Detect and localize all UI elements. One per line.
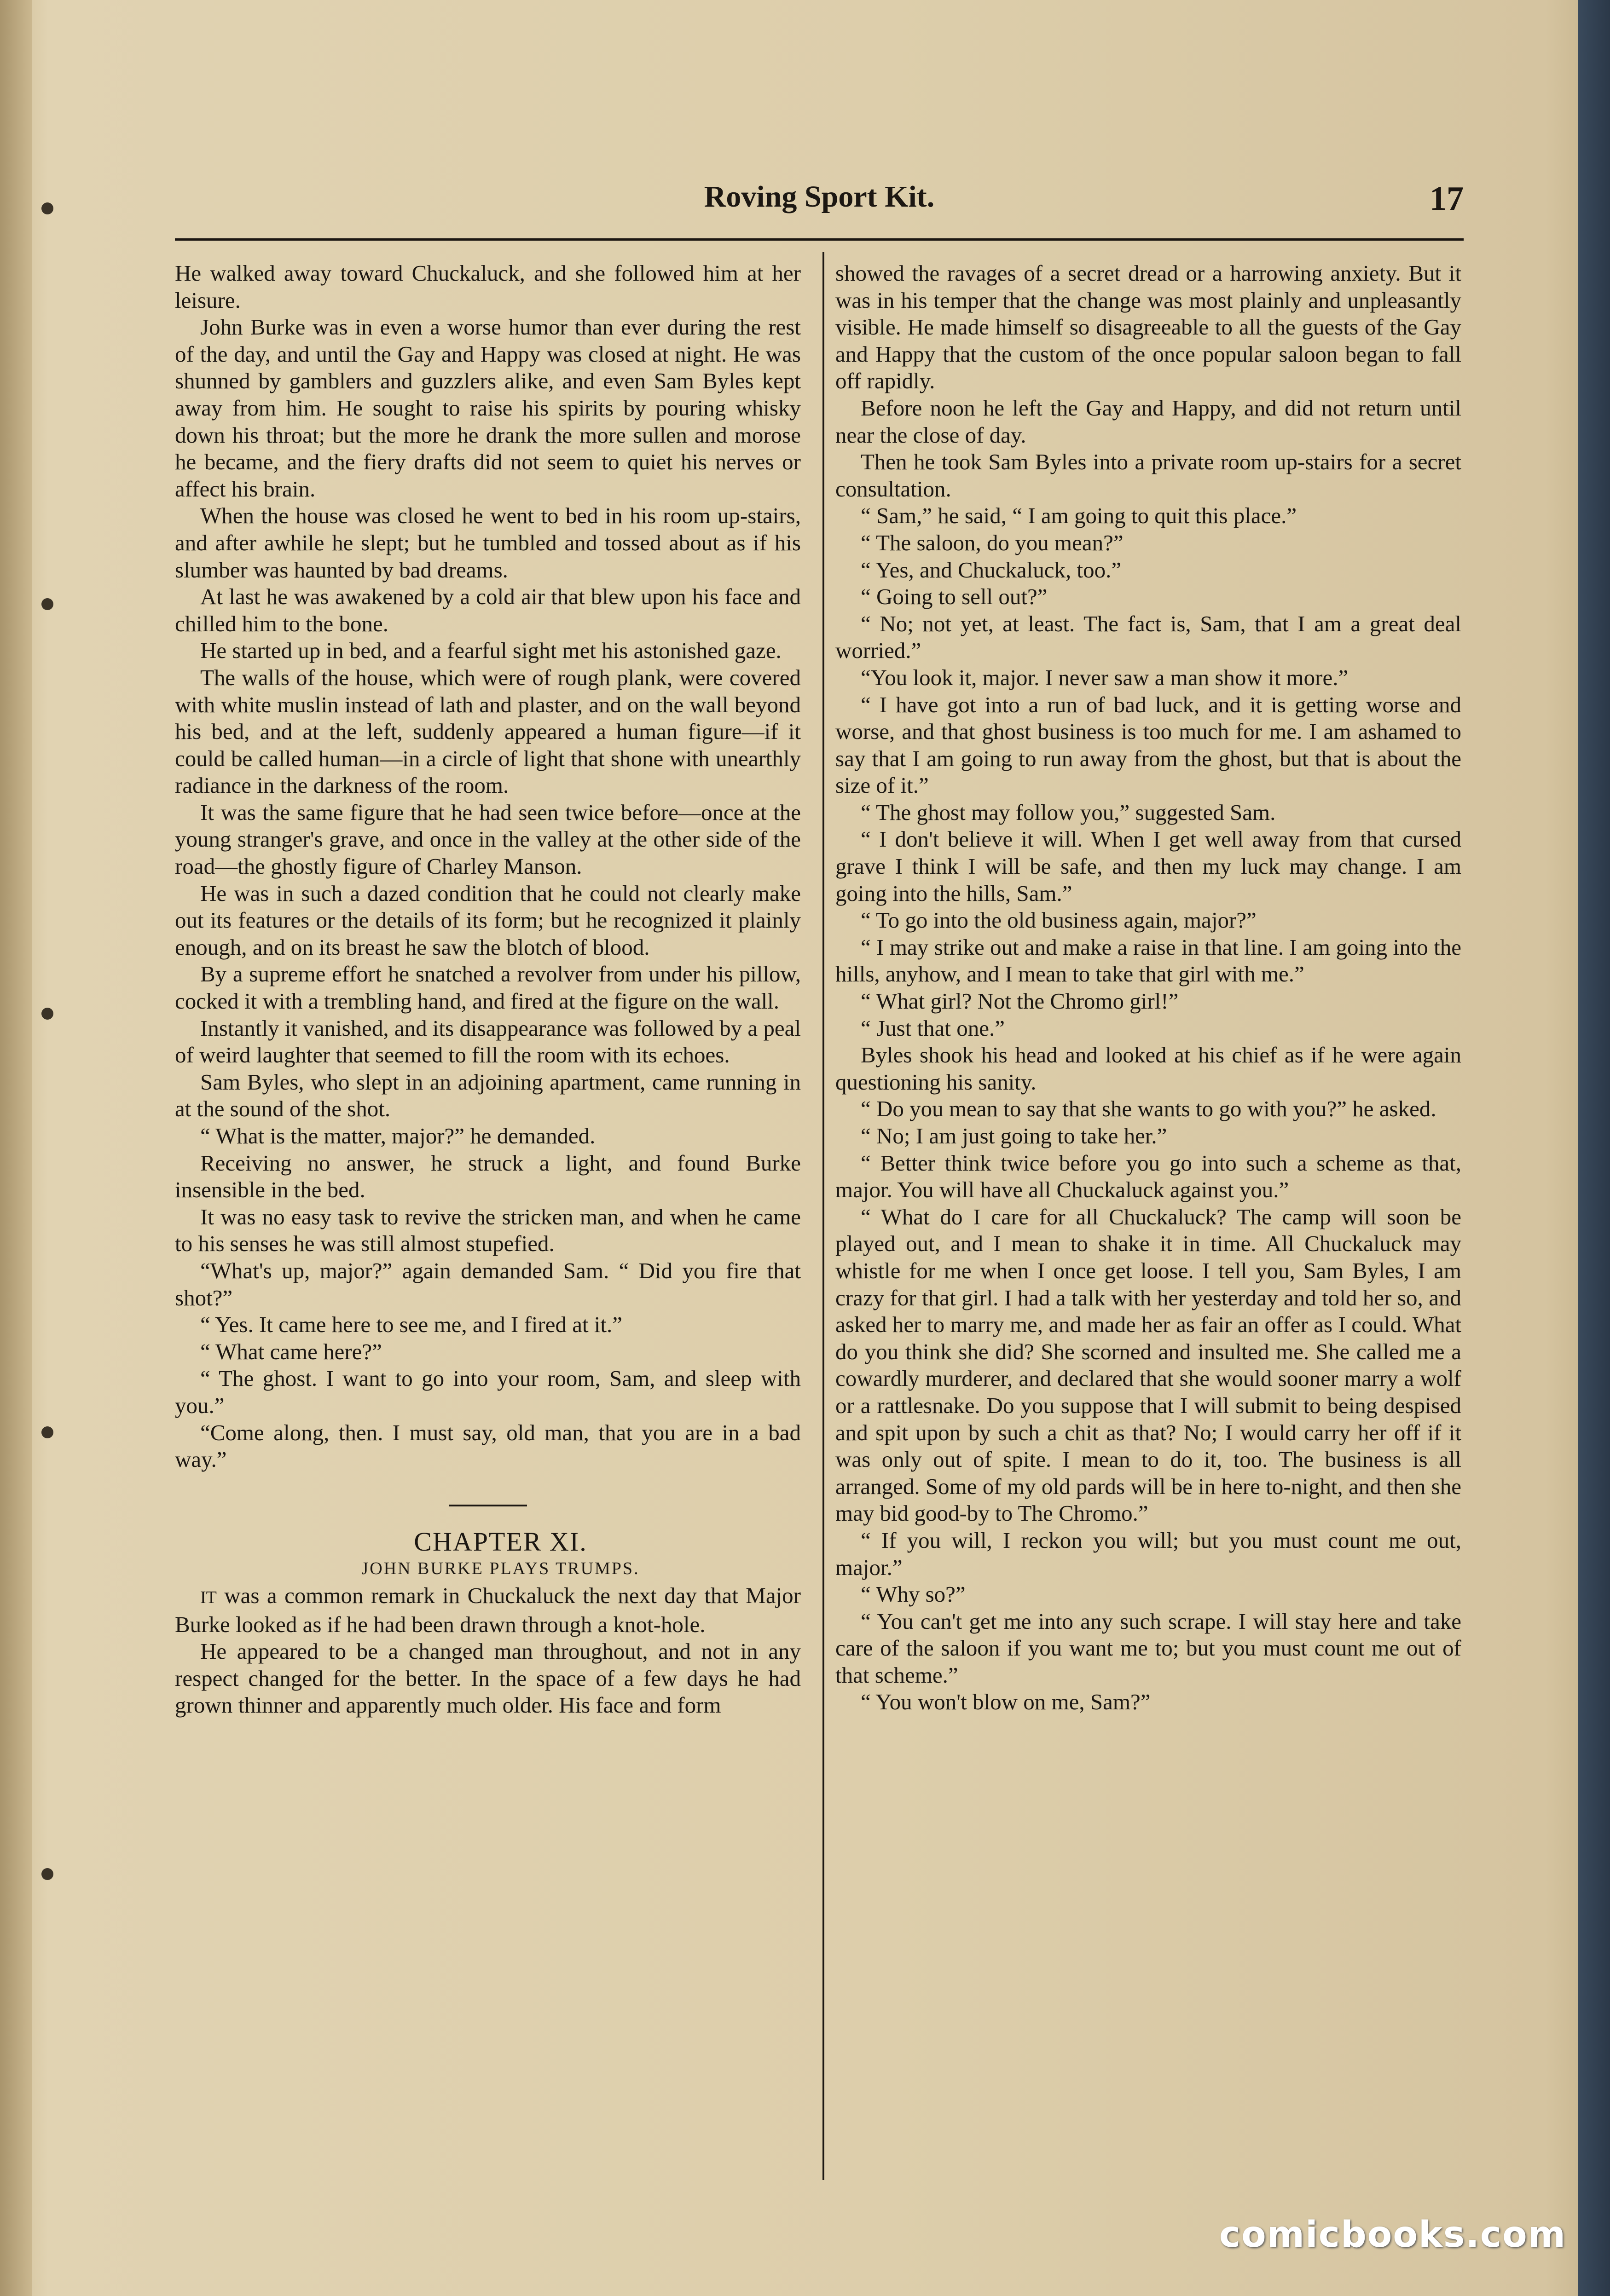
paragraph: “ Sam,” he said, “ I am going to quit this place.” <box>861 503 1297 529</box>
binding-hole <box>41 598 53 610</box>
paragraph: “What's up, major?” again demanded Sam. “ Did you fire that shot?” <box>175 1258 801 1310</box>
page-number: 17 <box>1430 180 1464 218</box>
paragraph: “ What came here?” <box>200 1338 382 1364</box>
paragraph: “ Just that one.” <box>861 1015 1005 1041</box>
lead-word: IT <box>200 1587 217 1607</box>
binding-spine <box>0 0 32 2296</box>
binding-hole <box>41 1868 53 1880</box>
paragraph: It was no easy task to revive the stricken man, and when he came to his senses he was still almost stupefied. <box>175 1204 801 1257</box>
paragraph-text: He appeared to be a changed man throughout, and not in any respect changed for the better. In the space of a few days he had grown thinner and apparently much older. His face and form <box>175 1638 801 1718</box>
paragraph: “ If you will, I reckon you will; but you must count me out, major.” <box>835 1527 1461 1580</box>
running-title: Roving Sport Kit. <box>704 180 935 213</box>
paragraph: At last he was awakened by a cold air that blew upon his face and chilled him to the bone. <box>175 584 801 636</box>
paragraph: “ The saloon, do you mean?” <box>861 530 1124 555</box>
paragraph: “ You can't get me into any such scrape. I will stay here and take care of the saloon if you want me to; but you must count me out of that scheme.” <box>835 1608 1461 1688</box>
paragraph: “ What do I care for all Chuckaluck? The camp will soon be played out, and I mean to shake it in time. All Chuckaluck may whistle for me when I once get loose. I tell you, Sam Byles, I am crazy for that girl. I had a talk with her yesterday and told her so, and asked her to marry me, and made her as fair an offer as I could. What do you think she did? She scorned and insulted me. She called me a cowardly murderer, and declared that she would sooner marry a wolf or a rattlesnake. Do you suppose that I will submit to being despised and spit upon by such a chit as that? No; I would carry her off if it was only out of spite. I mean to do it, too. The business is all arranged. Some of my old pards will be in here to-night, and then she may bid good-by to The Chromo.” <box>835 1204 1461 1526</box>
paragraph: Then he took Sam Byles into a private room up-stairs for a secret consultation. <box>835 449 1461 502</box>
right-column <box>835 260 1461 1716</box>
paragraph: “ The ghost may follow you,” suggested Sam. <box>861 799 1276 825</box>
paragraph: “You look it, major. I never saw a man show it more.” <box>861 664 1349 690</box>
paragraph: “ Yes, and Chuckaluck, too.” <box>861 557 1122 583</box>
chapter-title: CHAPTER XI. <box>414 1526 587 1557</box>
running-header <box>175 179 1464 235</box>
header-rule <box>175 238 1464 241</box>
left-paragraphs <box>175 260 801 1473</box>
paragraph: “ The ghost. I want to go into your room, Sam, and sleep with you.” <box>175 1366 801 1418</box>
watermark: comicbooks.com <box>1219 2214 1566 2256</box>
paragraph: The walls of the house, which were of rough plank, were covered with white muslin instead of lath and plaster, and on the wall beyond his bed, and at the left, suddenly appeared a human figure—if it could be called human—in a circle of light that shone with unearthly radiance in the darkness of the room. <box>175 664 801 798</box>
binding-hole <box>41 1426 53 1438</box>
paragraph: By a supreme effort he snatched a revolver from under his pillow, cocked it with a trembling hand, and fired at the figure on the wall. <box>175 961 801 1014</box>
paragraph: “ I don't believe it will. When I get well away from that cursed grave I think I will be safe, and then my luck may change. I am going into the hills, Sam.” <box>835 826 1461 906</box>
paragraph <box>175 1638 801 1719</box>
paragraph: “ I may strike out and make a raise in that line. I am going into the hills, anyhow, and I mean to take that girl with me.” <box>835 934 1461 987</box>
paragraph: “ What girl? Not the Chromo girl!” <box>861 988 1179 1014</box>
paragraph: Receiving no answer, he struck a light, and found Burke insensible in the bed. <box>175 1150 801 1203</box>
paragraph: John Burke was in even a worse humor than ever during the rest of the day, and until the Gay and Happy was closed at night. He was shunned by gamblers and guzzlers alike, and even Sam Byles kept away from him. He sought to raise his spirits by pouring whisky down his throat; but the more he drank the more sullen and morose he became, and the fiery drafts did not seem to quiet his nerves or affect his brain. <box>175 314 801 502</box>
paragraph: “Come along, then. I must say, old man, that you are in a bad way.” <box>175 1419 801 1472</box>
paragraph: He was in such a dazed condition that he could not clearly make out its features or the details of its form; but he recognized it plainly enough, and on its breast he saw the blotch of blood. <box>175 880 801 960</box>
paragraph: “ No; I am just going to take her.” <box>861 1123 1167 1148</box>
paragraph: “ Better think twice before you go into such a scheme as that, major. You will have all Chuckaluck against you.” <box>835 1150 1461 1203</box>
binding-hole <box>41 1008 53 1020</box>
paragraph: Sam Byles, who slept in an adjoining apartment, came running in at the sound of the shot. <box>175 1069 801 1122</box>
paragraph-text: was a common remark in Chuckaluck the next day that Major Burke looked as if he had been drawn through a knot-hole. <box>175 1582 801 1637</box>
paragraph: “ To go into the old business again, major?” <box>861 907 1257 933</box>
chapter-paragraphs <box>175 1582 801 1719</box>
chapter-separator <box>449 1505 527 1506</box>
paragraph: “ No; not yet, at least. The fact is, Sam, that I am a great deal worried.” <box>835 611 1461 663</box>
paragraph <box>175 1582 801 1638</box>
left-column <box>175 260 801 1719</box>
paragraph: “ I have got into a run of bad luck, and it is getting worse and worse, and that ghost business is too much for me. I am ashamed to say that I am going to run away from the ghost, but that is about the size of it.” <box>835 692 1461 798</box>
paragraph: When the house was closed he went to bed in his room up-stairs, and after awhile he slept; but he tumbled and tossed about as if his slumber was haunted by bad dreams. <box>175 503 801 583</box>
paragraph: “ What is the matter, major?” he demanded. <box>200 1123 596 1148</box>
paragraph: “ Why so?” <box>861 1581 966 1607</box>
paragraph: Before noon he left the Gay and Happy, and did not return until near the close of day. <box>835 395 1461 448</box>
paragraph: “ Yes. It came here to see me, and I fired at it.” <box>200 1312 623 1338</box>
right-paragraphs <box>835 260 1461 1716</box>
paragraph: He started up in bed, and a fearful sight met his astonished gaze. <box>200 638 782 663</box>
paragraph: “ Do you mean to say that she wants to go with you?” he asked. <box>861 1096 1436 1122</box>
paragraph: It was the same figure that he had seen twice before—once at the young stranger's grave, and once in the valley at the other side of the road—the ghostly figure of Charley Manson. <box>175 799 801 879</box>
column-divider <box>822 252 824 2180</box>
paragraph: “ You won't blow on me, Sam?” <box>861 1689 1151 1715</box>
cover-edge <box>1578 0 1610 2296</box>
binding-hole <box>41 202 53 214</box>
chapter-subtitle: JOHN BURKE PLAYS TRUMPS. <box>361 1559 640 1579</box>
paragraph: “ Going to sell out?” <box>861 584 1048 610</box>
paragraph: showed the ravages of a secret dread or a harrowing anxiety. But it was in his temper that the change was most plainly and unpleasantly visible. He made himself so disagreeable to all the guests of the Gay and Happy that the custom of the once popular saloon began to fall off rapidly. <box>835 260 1461 394</box>
paragraph: Instantly it vanished, and its disappearance was followed by a peal of weird laughter that seemed to fill the room with its echoes. <box>175 1015 801 1068</box>
paragraph: Byles shook his head and looked at his chief as if he were again questioning his sanity. <box>835 1042 1461 1095</box>
paragraph: He walked away toward Chuckaluck, and she followed him at her leisure. <box>175 260 801 313</box>
